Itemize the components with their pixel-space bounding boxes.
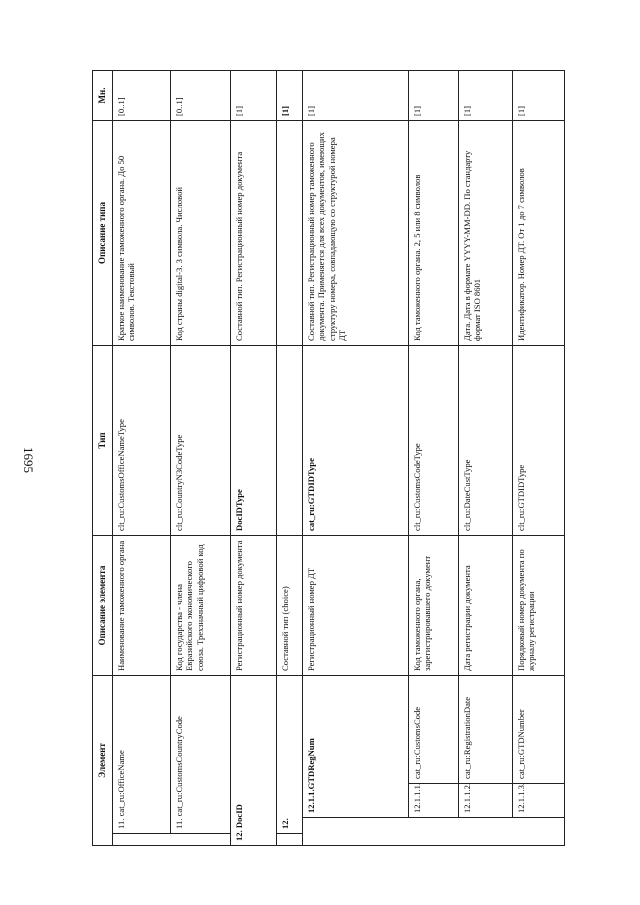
row-type-description: Дата. Дата в формате YYYY-MM-DD. По стандарту формат ISO 8601: [458, 120, 512, 345]
row-multiplicity: [0..1]: [112, 70, 170, 120]
row-type-description: Краткое наименование таможенного органа. До 50 символов. Текстовый: [112, 120, 170, 345]
row-type: [276, 345, 302, 535]
row-multiplicity: [0..1]: [170, 70, 230, 120]
row-number: 12.1.1.2.: [458, 784, 512, 818]
row-number: 12.: [279, 818, 290, 829]
row-description: Наименование таможенного органа: [112, 535, 170, 675]
row-type: cat_ru:GTDIDType: [302, 345, 408, 535]
row-type-description: Составной тип. Регистрационный номер таможенного документа. Применяется для всех документов, имеющих структуру номера, совпадающую со структурой номера ДТ: [302, 120, 408, 345]
row-element: [276, 675, 302, 833]
row-type: clt_ru:DateCustType: [458, 345, 512, 535]
row-description: Код государства - члена Евразийского экономического союза. Трехзначный цифровой код: [170, 535, 230, 675]
element-name: cat_ru:CustomsCountryCode: [173, 716, 184, 817]
element-name: cat_ru:RegistrationDate: [458, 675, 512, 783]
row-type: clt_ru:CustomsOfficeNameType: [112, 345, 170, 535]
row-type-description: Составной тип. Регистрационный номер документа: [230, 120, 276, 345]
row-element: [302, 675, 408, 817]
page-number-area: [0, 0, 55, 905]
row-description: Составной тип (choice): [276, 535, 302, 675]
row-type-description: Код таможенного органа. 2, 5 или 8 символов: [408, 120, 458, 345]
row-type-description: Идентификатор. Номер ДТ. От 1 до 7 символов: [512, 120, 564, 345]
row-description: Регистрационный номер ДТ: [302, 535, 408, 675]
row-type: clt_ru:CountryN3CodeType: [170, 345, 230, 535]
table-row: [458, 70, 512, 845]
row-description: Порядковый номер документа по журналу регистрации: [512, 535, 564, 675]
element-name: cat_ru:GTDNumber: [512, 675, 564, 783]
row-type-description: [276, 120, 302, 345]
table-row: [276, 70, 302, 845]
row-number: 11.: [115, 818, 126, 829]
row-number: 12.1.1.: [305, 789, 316, 813]
table-row: [408, 70, 458, 845]
element-name: DocID: [233, 804, 244, 829]
table-row: [302, 70, 408, 845]
row-description: Регистрационный номер документа: [230, 535, 276, 675]
row-description: Дата регистрации документа: [458, 535, 512, 675]
header-type-description: Описание типа: [93, 120, 113, 345]
table-row: [112, 70, 170, 845]
row-multiplicity: [1]: [230, 70, 276, 120]
table-row: [170, 70, 230, 845]
row-element: [230, 675, 276, 845]
row-multiplicity: [1]: [512, 70, 564, 120]
element-spec-table: [92, 70, 565, 846]
rotated-table-wrapper: [92, 71, 547, 846]
row-type-description: Код страны digital-3. 3 символа. Числовой: [170, 120, 230, 345]
element-name: cat_ru:OfficeName: [115, 750, 126, 817]
row-type: clt_ru:CustomsCodeType: [408, 345, 458, 535]
row-description: Код таможенного органа, зарегистрировавшего документ: [408, 535, 458, 675]
row-element: [170, 675, 230, 833]
table-header-row: [93, 70, 113, 845]
page-number: 1695: [20, 447, 36, 473]
row-number: 11.: [173, 818, 184, 829]
row-multiplicity: [1]: [458, 70, 512, 120]
table-row: [230, 70, 276, 845]
row-type: clt_ru:GTDIDType: [512, 345, 564, 535]
row-number: 12.1.1.1.: [408, 784, 458, 818]
row-type: DocIDType: [230, 345, 276, 535]
header-multiplicity: Мн.: [93, 70, 113, 120]
header-type: Тип: [93, 345, 113, 535]
row-multiplicity: [1]: [408, 70, 458, 120]
row-multiplicity: [1]: [302, 70, 408, 120]
header-element: Элемент: [93, 675, 113, 845]
header-description: Описание элемента: [93, 535, 113, 675]
table-row: [512, 70, 564, 845]
row-number: 12.1.1.3.: [512, 784, 564, 818]
row-element: [112, 675, 170, 833]
row-multiplicity: [1]: [276, 70, 302, 120]
row-number: 12.: [233, 830, 244, 841]
element-name: cat_ru:CustomsCode: [408, 675, 458, 783]
element-name: GTDRegNum: [305, 738, 316, 790]
